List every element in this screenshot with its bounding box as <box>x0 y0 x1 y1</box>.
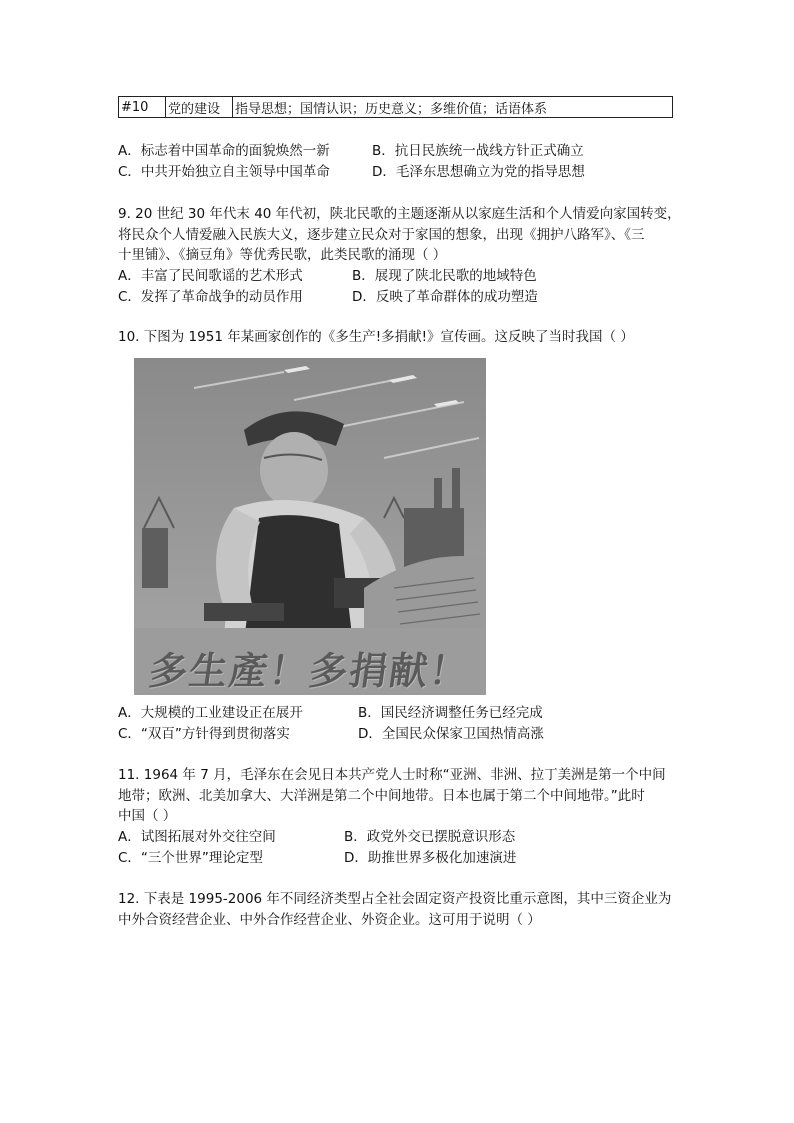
q8-option-c: C．中共开始独立自主领导中国革命 <box>118 164 330 180</box>
q10-option-d: D．全国民众保家卫国热情高涨 <box>358 726 544 742</box>
q12-stem-line-1: 12. 下表是 1995-2006 年不同经济类型占全社会固定资产投资比重示意图，其中三资企业为 <box>118 891 672 907</box>
q10-option-c: C．“双百”方针得到贯彻落实 <box>118 726 290 742</box>
q10-option-b: B．国民经济调整任务已经完成 <box>358 705 543 721</box>
q11-stem-line-3: 中国（ ） <box>118 808 177 824</box>
propaganda-poster-image <box>134 358 486 695</box>
q11-option-c: C．“三个世界”理论定型 <box>118 850 263 866</box>
poster-slogan: 多生產！多捐献！ <box>146 649 473 693</box>
q9-stem-line-3: 十里铺》、《摘豆角》等优秀民歌，此类民歌的涌现（ ） <box>118 247 447 263</box>
table-row <box>119 97 673 118</box>
q10-stem: 10. 下图为 1951 年某画家创作的《多生产!多捐献!》宣传画。这反映了当时我国（ ） <box>118 329 634 345</box>
table-cell-num: #10 <box>119 97 166 118</box>
q11-option-d: D．助推世界多极化加速演进 <box>344 850 517 866</box>
q11-option-a: A．试图拓展对外交往空间 <box>118 829 276 845</box>
q9-stem-line-2: 将民众个人情爱融入民族大义，逐步建立民众对于家国的想象，出现《拥护八路军》、《三 <box>118 227 645 243</box>
q11-stem-line-2: 地带；欧洲、北美加拿大、大洋洲是第二个中间地带。日本也属于第二个中间地带。”此时 <box>118 788 645 804</box>
q11-stem-line-1: 11. 1964 年 7 月，毛泽东在会见日本共产党人士时称“亚洲、非洲、拉丁美洲是第一个中间 <box>118 767 666 783</box>
q9-option-c: C．发挥了革命战争的动员作用 <box>118 289 303 305</box>
q9-option-d: D．反映了革命群体的成功塑造 <box>352 289 538 305</box>
q8-option-b: B．抗日民族统一战线方针正式确立 <box>372 143 584 159</box>
q9-stem-line-1: 9. 20 世纪 30 年代末 40 年代初，陕北民歌的主题逐渐从以家庭生活和个人情爱向家国转变， <box>118 206 681 222</box>
q11-option-b: B．政党外交已摆脱意识形态 <box>344 829 516 845</box>
table-cell-keywords: 指导思想；国情认识；历史意义；多维价值；话语体系 <box>233 97 673 118</box>
q12-stem-line-2: 中外合资经营企业、中外合作经营企业、外资企业。这可用于说明（ ） <box>118 912 541 928</box>
header-table <box>118 96 673 118</box>
q9-option-b: B．展现了陕北民歌的地域特色 <box>352 268 537 284</box>
q10-option-a: A．大规模的工业建设正在展开 <box>118 705 303 721</box>
q8-option-d: D．毛泽东思想确立为党的指导思想 <box>372 164 585 180</box>
table-cell-topic: 党的建设 <box>166 97 233 118</box>
q9-option-a: A．丰富了民间歌谣的艺术形式 <box>118 268 303 284</box>
q8-option-a: A．标志着中国革命的面貌焕然一新 <box>118 143 330 159</box>
